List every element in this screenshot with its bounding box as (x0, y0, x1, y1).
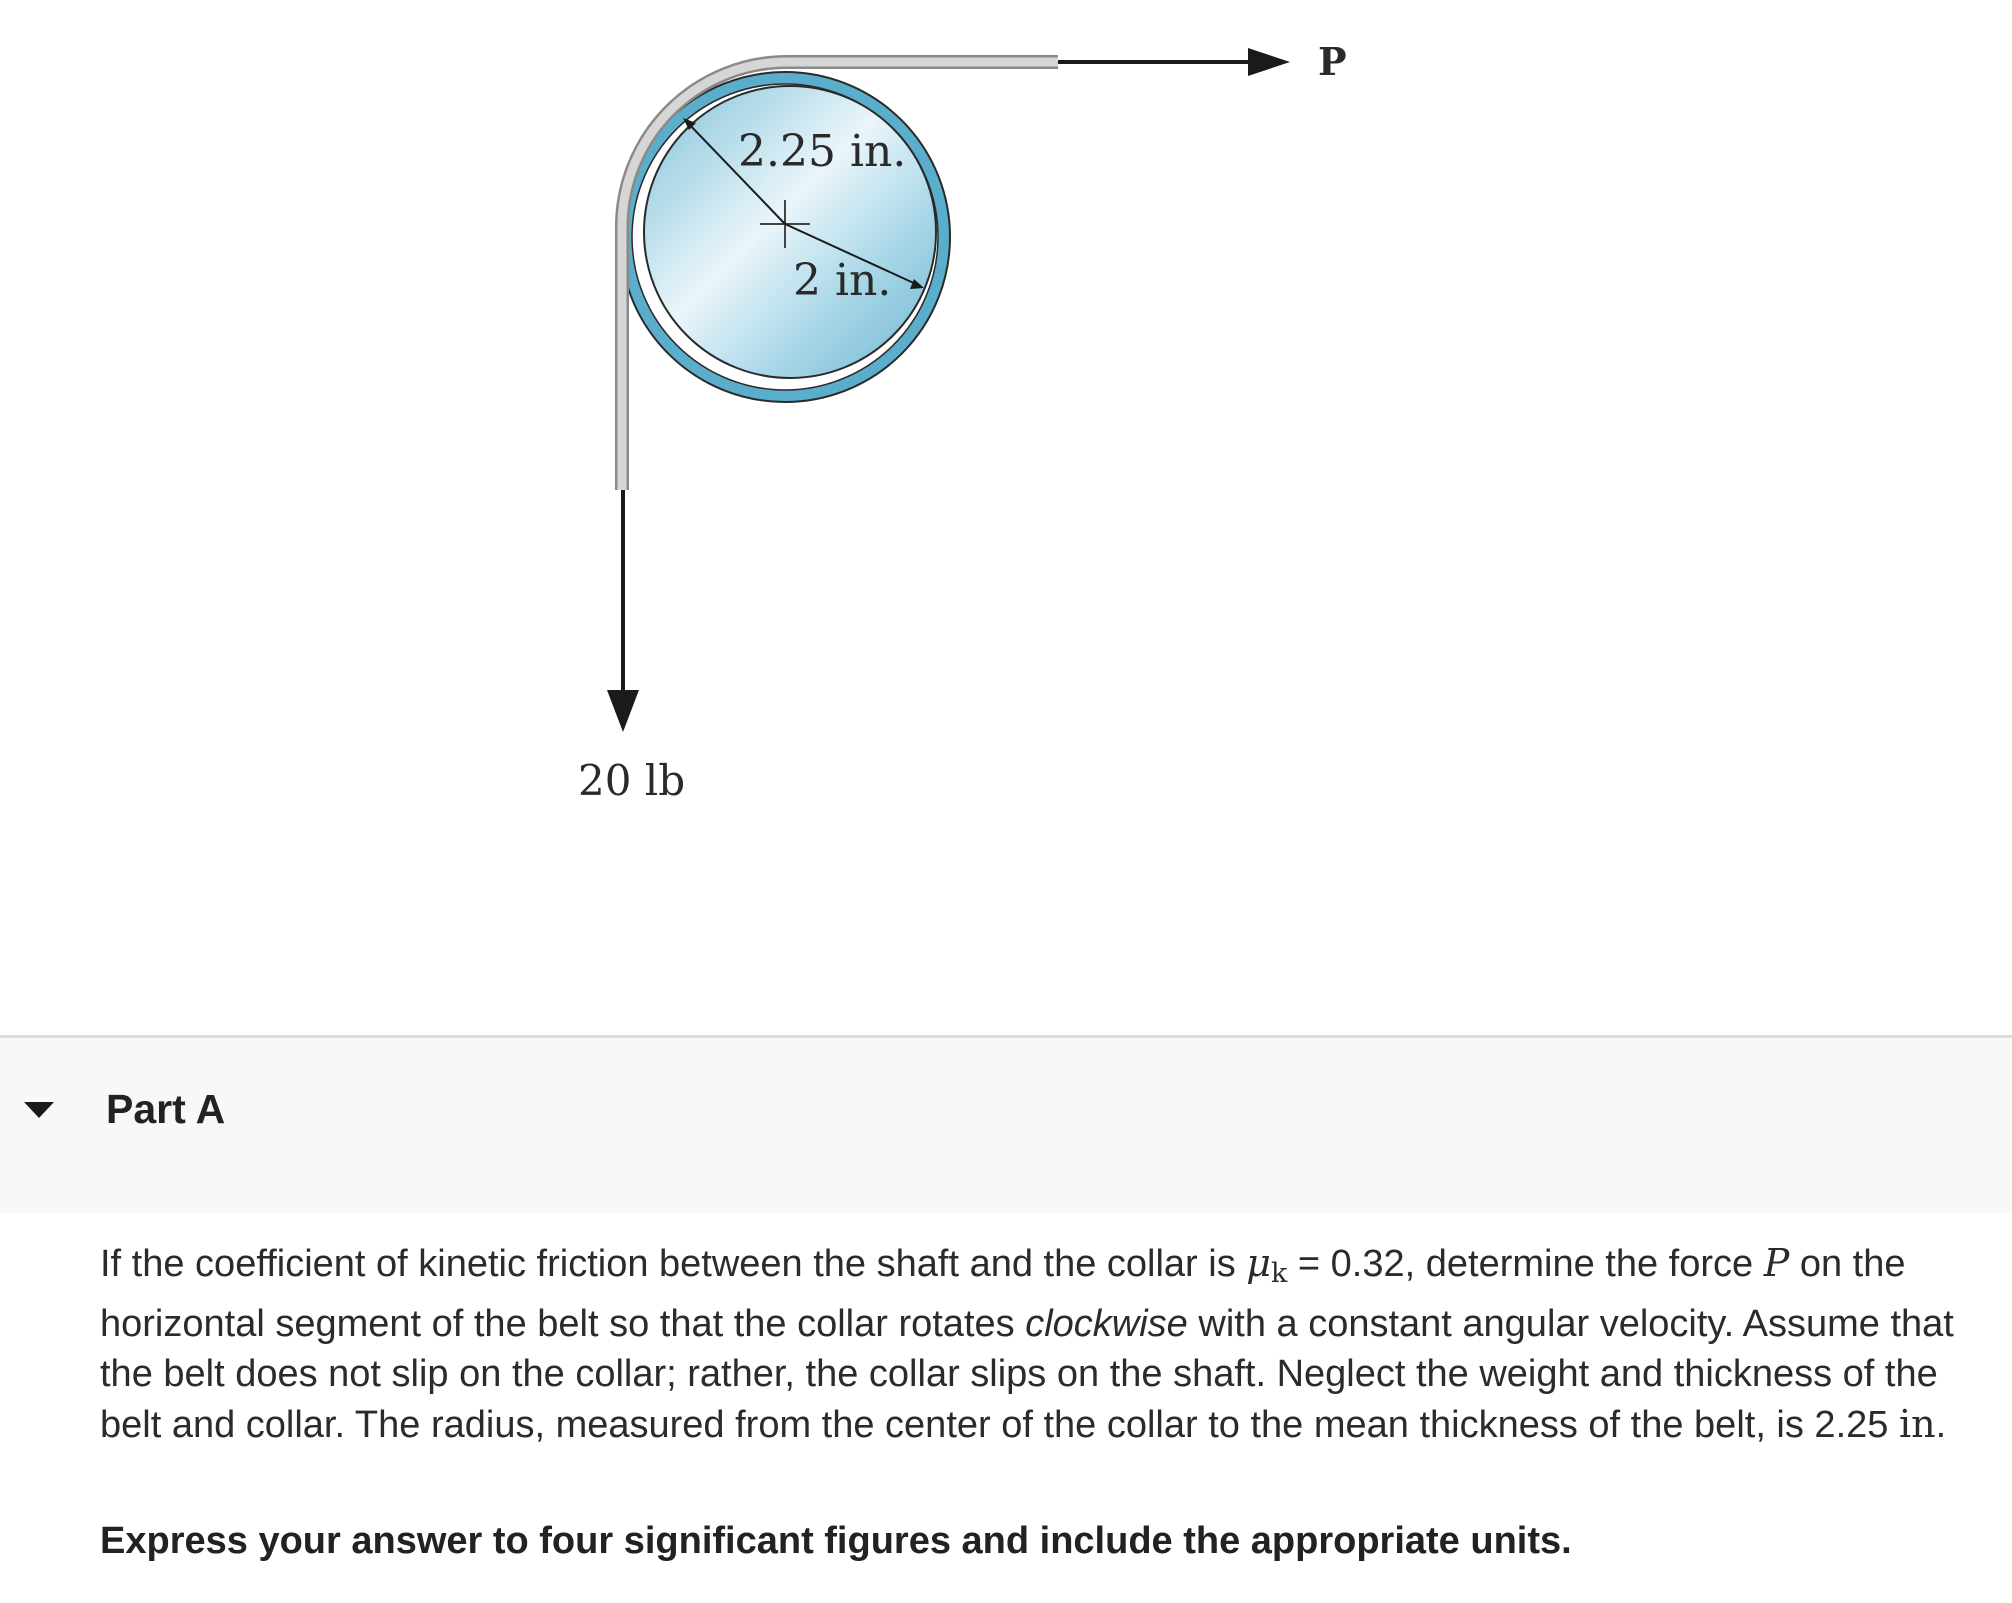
question-text-4: with a constant angular velocity. Assume that the belt does not slip on the collar; rather, the collar slips on the shaft. Neglect the weight and thickness of the belt and collar. The radius, measured from the center of the collar to the mean thickness of the belt, is 2.25 (100, 1303, 1954, 1446)
question-text-1: If the coefficient of kinetic friction between the shaft and the collar is (100, 1243, 1247, 1285)
answer-instruction: Express your answer to four significant figures and include the appropriate units. (100, 1520, 1572, 1562)
force-p-label: P (1318, 39, 1347, 84)
caret-down-icon (22, 1100, 56, 1120)
question-text-2: = 0.32, determine the force (1287, 1243, 1764, 1285)
weight-label: 20 lb (578, 756, 686, 805)
question-text-3: on the horizontal segment of the belt so that the collar rotates (100, 1243, 1906, 1345)
unit-inch: in (1898, 1402, 1936, 1446)
question-text (100, 1238, 2000, 1450)
part-header[interactable] (0, 1038, 2012, 1213)
weight-arrowhead (607, 690, 639, 732)
mu-symbol: μ (1246, 1241, 1271, 1285)
mu-subscript: k (1270, 1258, 1288, 1289)
inner-radius-label: 2 in. (793, 255, 892, 306)
part-title: Part A (106, 1086, 226, 1132)
outer-radius-label: 2.25 in. (738, 126, 907, 177)
force-symbol: P (1763, 1241, 1790, 1285)
question-text-5: . (1935, 1404, 1947, 1446)
clockwise-emphasis: clockwise (1025, 1303, 1188, 1345)
force-p-arrowhead (1248, 48, 1290, 76)
collapse-toggle-button[interactable] (14, 1090, 64, 1130)
